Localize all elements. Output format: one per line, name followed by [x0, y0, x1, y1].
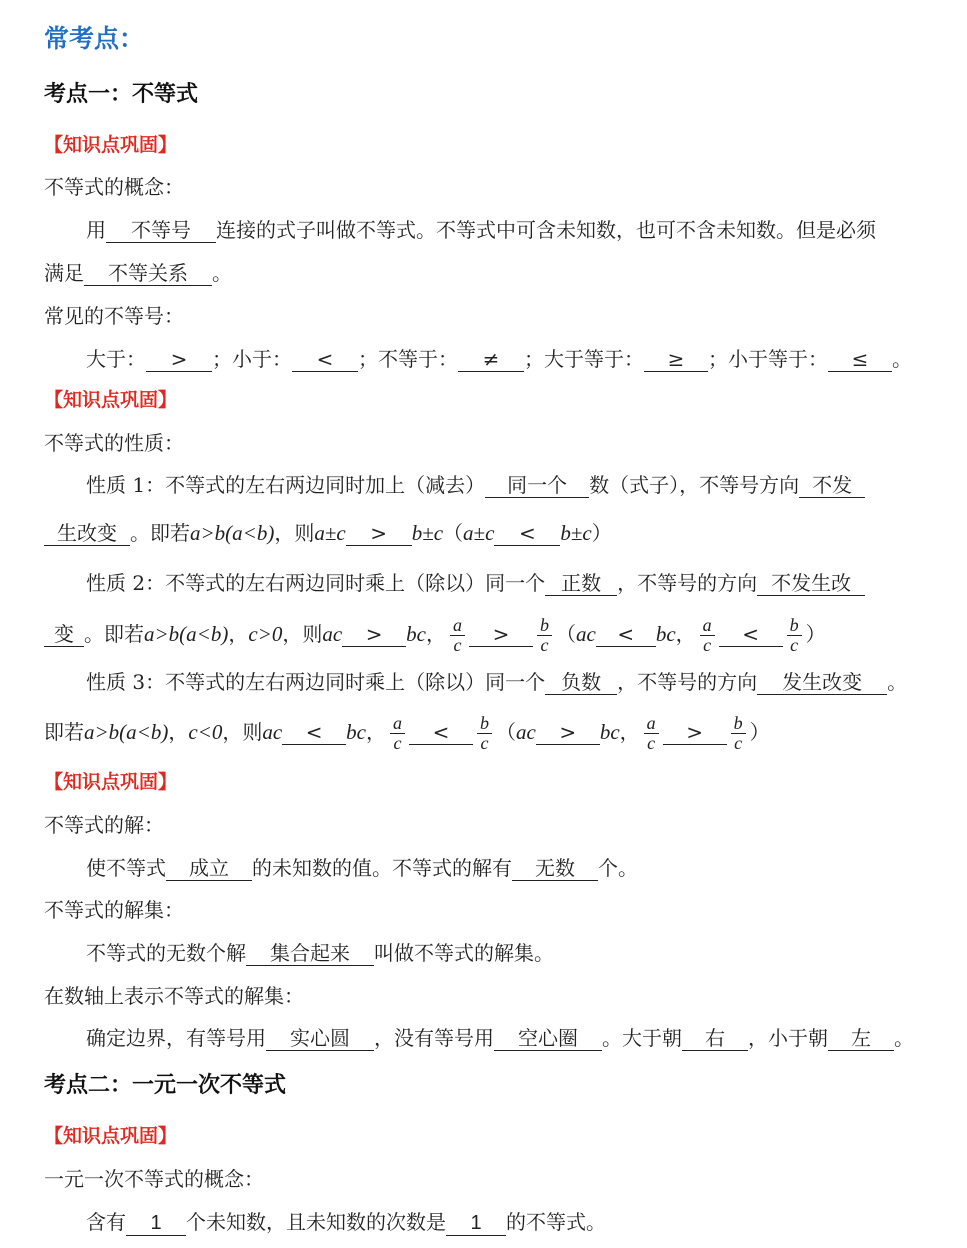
text: ，	[425, 622, 446, 646]
math-expr: ac	[515, 720, 536, 744]
denominator: c	[540, 635, 549, 655]
answer-blank: 1	[126, 1211, 186, 1236]
property-1-line-2	[44, 518, 612, 548]
answer-blank: <	[719, 622, 783, 647]
numerator: a	[700, 616, 715, 636]
text: 数（式子），不等号方向	[589, 473, 800, 497]
knowledge-tag: 【知识点巩固】	[44, 389, 178, 411]
answer-blank: <	[494, 521, 560, 546]
section-heading-2: 考点二：一元一次不等式	[44, 1073, 287, 1098]
text: ，	[365, 720, 386, 744]
answer-blank: 负数	[545, 670, 617, 695]
fraction	[450, 616, 465, 655]
answer-blank: 空心圈	[494, 1026, 602, 1051]
text: 。即若	[84, 622, 144, 646]
concept-label: 不等式的概念：	[44, 175, 184, 199]
text: ，	[675, 622, 696, 646]
text: ，则	[282, 622, 323, 646]
denominator: c	[647, 733, 656, 753]
properties-label: 不等式的性质：	[44, 431, 184, 455]
math-expr: b±c	[411, 521, 444, 545]
answer-blank: 不发	[799, 473, 865, 498]
text: 。	[892, 347, 912, 371]
text: 性质 3：不等式的左右两边同时乘上（除以）同一个	[86, 670, 546, 694]
text: 个未知数，且未知数的次数是	[186, 1210, 446, 1234]
answer-blank: <	[409, 720, 473, 745]
fraction	[390, 714, 405, 753]
math-expr: bc	[406, 622, 426, 646]
math-expr: bc	[655, 622, 676, 646]
answer-blank: ≥	[644, 347, 708, 372]
answer-blank: 正数	[545, 571, 617, 596]
math-condition: a>b(a<b)	[84, 720, 169, 744]
number-line-label: 在数轴上表示不等式的解集：	[44, 984, 304, 1008]
answer-blank: >	[469, 622, 533, 647]
text: 。大于朝	[602, 1026, 682, 1050]
answer-blank: 无数	[512, 856, 598, 881]
text: （	[555, 622, 576, 646]
linear-inequality-label: 一元一次不等式的概念：	[44, 1167, 264, 1191]
math-expr: b±c	[560, 521, 592, 545]
answer-blank: <	[292, 347, 358, 372]
math-expr: ac	[575, 622, 596, 646]
text: 确定边界，有等号用	[86, 1026, 266, 1050]
fraction	[700, 616, 715, 655]
solution-label: 不等式的解：	[44, 813, 164, 837]
numerator: b	[477, 714, 492, 734]
text: 含有	[86, 1210, 126, 1234]
numerator: b	[537, 616, 552, 636]
answer-blank: 右	[682, 1026, 748, 1051]
text: 大于：	[86, 347, 146, 371]
text: 叫做不等式的解集。	[374, 941, 554, 965]
page-title: 常考点：	[44, 24, 145, 53]
answer-blank: 生改变	[44, 521, 130, 546]
text: 即若	[44, 720, 84, 744]
number-line-line	[86, 1023, 914, 1053]
text: 。即若	[130, 521, 190, 545]
answer-blank: 不等号	[106, 218, 216, 243]
fraction	[731, 714, 746, 753]
math-condition: c<0	[188, 720, 223, 744]
text: 性质 2：不等式的左右两边同时乘上（除以）同一个	[86, 571, 546, 595]
math-expr: bc	[346, 720, 366, 744]
numerator: b	[787, 616, 802, 636]
fraction	[477, 714, 492, 753]
denominator: c	[393, 733, 402, 753]
answer-blank: 同一个	[485, 473, 589, 498]
answer-blank: <	[282, 720, 346, 745]
text: 性质 1：不等式的左右两边同时加上（减去）	[86, 473, 486, 497]
solution-line	[86, 853, 638, 883]
text: 的不等式。	[506, 1210, 606, 1234]
common-signs-label: 常见的不等号：	[44, 304, 184, 328]
numerator: a	[390, 714, 405, 734]
math-condition: c>0	[248, 622, 283, 646]
text: ，不等号的方向	[617, 670, 758, 694]
solution-set-line	[86, 938, 554, 968]
property-1-line-1	[86, 470, 865, 500]
property-2-line-1	[86, 568, 865, 598]
solution-set-label: 不等式的解集：	[44, 898, 184, 922]
fraction	[787, 616, 802, 655]
text: ）	[591, 521, 612, 545]
text: ，	[228, 622, 249, 646]
text: ，	[168, 720, 189, 744]
text: ，则	[274, 521, 315, 545]
knowledge-tag: 【知识点巩固】	[44, 1125, 178, 1147]
text: ，不等号的方向	[617, 571, 758, 595]
answer-blank: 发生改变	[757, 670, 887, 695]
answer-blank: ≠	[458, 347, 524, 372]
denominator: c	[453, 635, 462, 655]
text: ，	[619, 720, 640, 744]
text: 个。	[598, 856, 638, 880]
linear-inequality-line	[86, 1207, 606, 1237]
concept-line-1	[86, 215, 876, 245]
math-expr: ac	[322, 622, 343, 646]
fraction	[644, 714, 659, 753]
text: ，则	[222, 720, 263, 744]
answer-blank: >	[536, 720, 600, 745]
text: 的未知数的值。不等式的解有	[252, 856, 512, 880]
math-expr: a±c	[463, 521, 495, 545]
knowledge-tag: 【知识点巩固】	[44, 771, 178, 793]
answer-blank: 集合起来	[246, 941, 374, 966]
answer-blank: >	[663, 720, 727, 745]
text: 。	[894, 1026, 914, 1050]
answer-blank: ≤	[828, 347, 892, 372]
answer-blank: 成立	[166, 856, 252, 881]
text: ）	[749, 720, 770, 744]
math-expr: ac	[262, 720, 283, 744]
property-3-line-1	[86, 667, 907, 697]
knowledge-tag: 【知识点巩固】	[44, 134, 178, 156]
math-expr: bc	[599, 720, 620, 744]
property-3-line-2	[44, 712, 770, 753]
numerator: a	[644, 714, 659, 734]
property-2-line-2	[44, 614, 826, 655]
text: 不等式的无数个解	[86, 941, 246, 965]
answer-blank: >	[342, 622, 406, 647]
math-condition: a>b(a<b)	[144, 622, 229, 646]
denominator: c	[734, 733, 743, 753]
numerator: a	[450, 616, 465, 636]
denominator: c	[790, 635, 799, 655]
text: ）	[805, 622, 826, 646]
fraction	[537, 616, 552, 655]
text: （	[495, 720, 516, 744]
signs-line	[86, 344, 912, 374]
text: ；大于等于：	[524, 347, 644, 371]
concept-line-2	[44, 258, 232, 288]
text: ，小于朝	[748, 1026, 828, 1050]
numerator: b	[731, 714, 746, 734]
denominator: c	[480, 733, 489, 753]
text: 。	[887, 670, 908, 694]
math-expr: a±c	[314, 521, 346, 545]
text: （	[443, 521, 464, 545]
section-heading-1: 考点一：不等式	[44, 82, 199, 107]
text: 连接的式子叫做不等式。不等式中可含未知数，也可不含未知数。但是必须	[216, 218, 876, 242]
text: 。	[212, 261, 232, 285]
math-condition: a>b(a<b)	[190, 521, 275, 545]
text: 用	[86, 218, 106, 242]
text: ；小于：	[212, 347, 292, 371]
text: ，没有等号用	[374, 1026, 494, 1050]
answer-blank: >	[346, 521, 412, 546]
text: 使不等式	[86, 856, 166, 880]
text: ；不等于：	[358, 347, 458, 371]
answer-blank: <	[596, 622, 656, 647]
denominator: c	[703, 635, 712, 655]
text: ；小于等于：	[708, 347, 828, 371]
answer-blank: 不发生改	[757, 571, 865, 596]
answer-blank: >	[146, 347, 212, 372]
answer-blank: 不等关系	[84, 261, 212, 286]
text: 满足	[44, 261, 84, 285]
answer-blank: 实心圆	[266, 1026, 374, 1051]
answer-blank: 1	[446, 1211, 506, 1236]
answer-blank: 左	[828, 1026, 894, 1051]
answer-blank: 变	[44, 622, 84, 647]
